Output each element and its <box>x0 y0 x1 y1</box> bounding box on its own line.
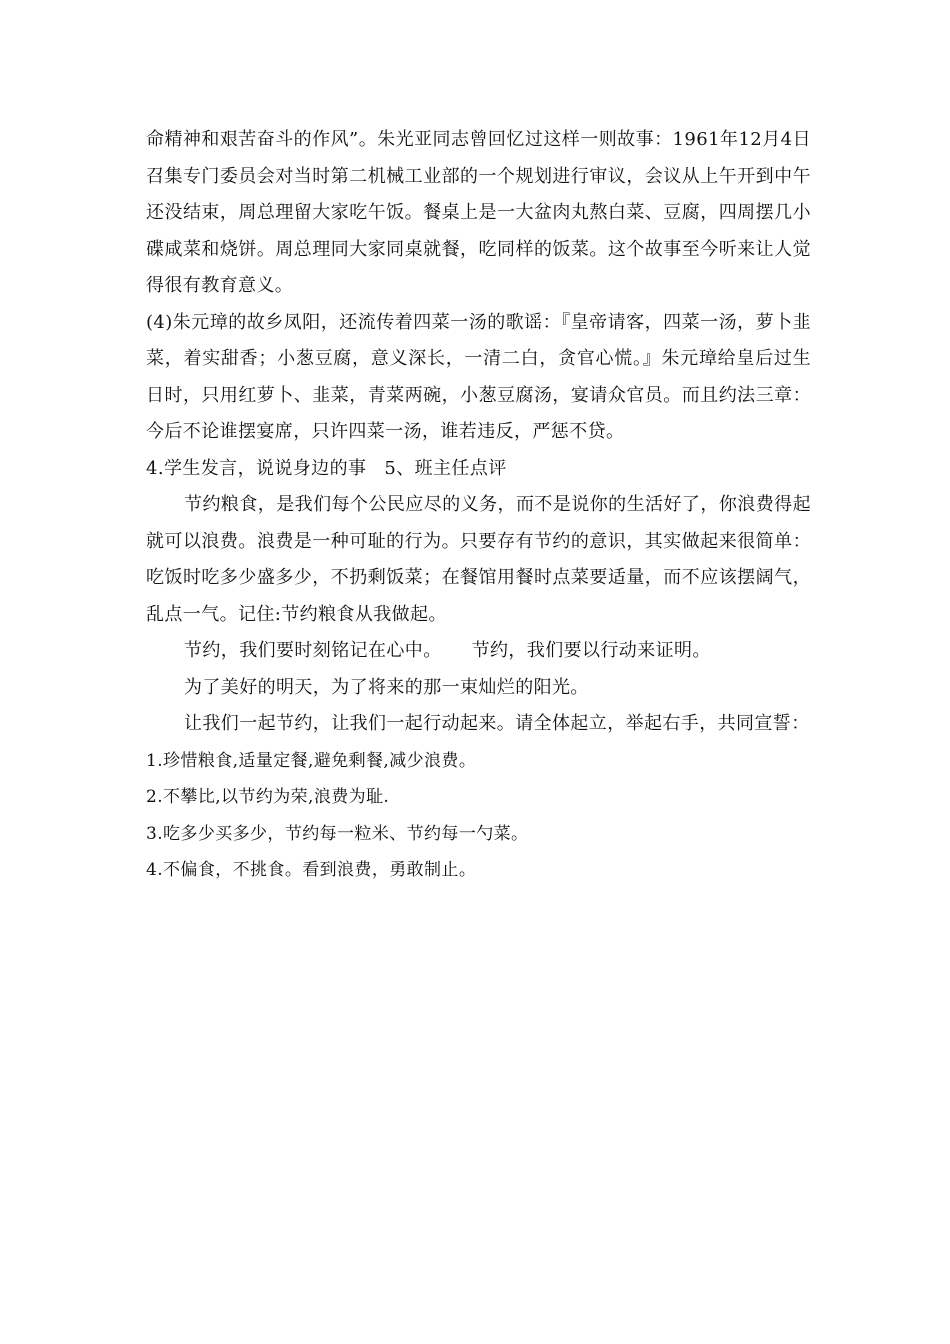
ballad-paragraph: (4)朱元璋的故乡凤阳，还流传着四菜一汤的歌谣：『皇帝请客，四菜一汤，萝卜韭菜，着实甜香；小葱豆腐，意义深长，一清二白，贪官心慌。』朱元璋给皇后过生日时，只用红萝卜、韭菜，青菜两碗，小葱豆腐汤，宴请众官员。而且约法三章：今后不论谁摆宴席，只许四菜一汤，谁若违反，严惩不贷。 <box>146 311 811 442</box>
step-5-label: 5、班主任点评 <box>384 457 507 479</box>
oath-item: 2.不攀比,以节约为荣,浪费为耻. <box>146 787 390 807</box>
document-body <box>146 122 811 889</box>
slogan-right: 节约，我们要以行动来证明。 <box>471 640 711 661</box>
teacher-comment-paragraph: 节约粮食，是我们每个公民应尽的义务，而不是说你的生活好了，你浪费得起就可以浪费。浪费是一种可耻的行为。只要存有节约的意识，其实做起来很简单：吃饭时吃多少盛多少，不扔剩饭菜；在餐馆用餐时点菜要适量，而不应该摆阔气，乱点一气。记住:节约粮食从我做起。 <box>146 494 811 625</box>
steps-line <box>146 451 811 488</box>
slogans-line <box>146 633 811 670</box>
step-4-label: 4.学生发言，说说身边的事 <box>146 457 367 479</box>
story-paragraph: 命精神和艰苦奋斗的作风”。朱光亚同志曾回忆过这样一则故事：1961年12月4日召集专门委员会对当时第二机械工业部的一个规划进行审议，会议从上午开到中午还没结束，周总理留大家吃午饭。餐桌上是一大盆肉丸熬白菜、豆腐，四周摆几小碟咸菜和烧饼。周总理同大家同桌就餐，吃同样的饭菜。这个故事至今听来让人觉得很有教育意义。 <box>146 129 811 296</box>
oath-item: 3.吃多少买多少，节约每一粒米、节约每一勺菜。 <box>146 823 529 844</box>
closing-paragraph: 为了美好的明天，为了将来的那一束灿烂的阳光。 <box>184 676 589 698</box>
oath-intro-paragraph: 让我们一起节约，让我们一起行动起来。请全体起立，举起右手，共同宣誓： <box>184 713 810 734</box>
oath-item: 1.珍惜粮食,适量定餐,避免剩餐,减少浪费。 <box>146 750 477 771</box>
oath-item: 4.不偏食，不挑食。看到浪费，勇敢制止。 <box>146 860 477 880</box>
slogan-left: 节约，我们要时刻铭记在心中。 <box>184 640 442 661</box>
